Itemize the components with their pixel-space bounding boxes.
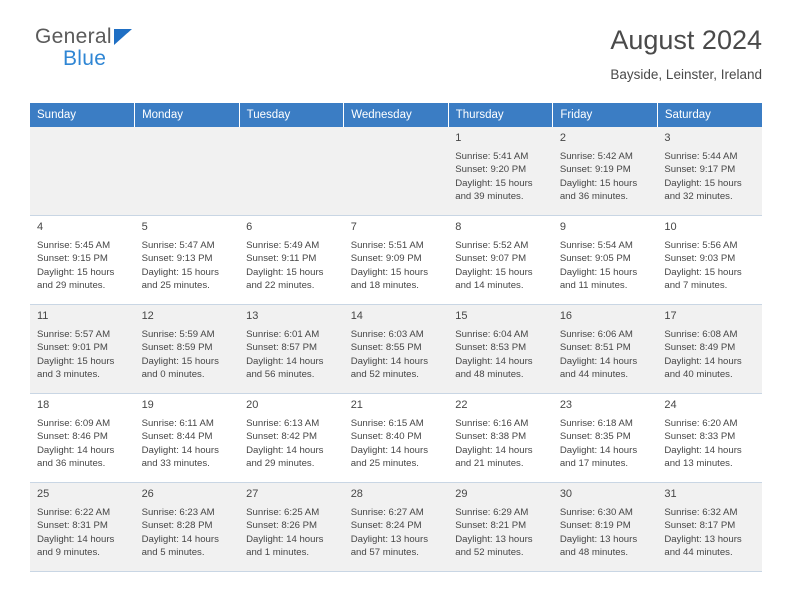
calendar-week-row <box>30 394 762 483</box>
day-number: 9 <box>559 221 566 233</box>
day-sun-info <box>664 239 757 293</box>
calendar-day-cell[interactable] <box>448 216 553 305</box>
day-info-line: Daylight: 15 hours <box>141 355 219 367</box>
day-number: 28 <box>350 488 363 500</box>
day-info-line: and 36 minutes. <box>559 191 629 203</box>
logo-text-general: General <box>35 25 112 48</box>
title-block <box>610 26 762 82</box>
day-number: 26 <box>141 488 154 500</box>
day-info-line: Daylight: 14 hours <box>664 355 742 367</box>
calendar-day-cell[interactable] <box>657 394 762 483</box>
day-info-line: Sunrise: 6:09 AM <box>37 417 111 429</box>
calendar-day-cell[interactable] <box>239 216 344 305</box>
day-info-line: Sunrise: 6:04 AM <box>455 328 529 340</box>
day-number: 25 <box>37 488 50 500</box>
day-number: 18 <box>37 399 50 411</box>
day-info-line: and 5 minutes. <box>141 547 205 559</box>
day-number: 27 <box>246 488 259 500</box>
calendar-day-cell[interactable] <box>553 216 658 305</box>
day-info-line: Daylight: 15 hours <box>559 266 638 278</box>
day-number: 3 <box>664 132 671 144</box>
day-info-line: and 11 minutes. <box>559 280 628 292</box>
day-info-line: and 18 minutes. <box>350 280 419 292</box>
day-info-line: and 52 minutes. <box>455 547 524 559</box>
day-info-line: Sunrise: 5:56 AM <box>664 239 738 251</box>
day-info-line: and 13 minutes. <box>664 458 733 470</box>
day-sun-info <box>351 506 444 560</box>
calendar-day-cell[interactable] <box>135 305 240 394</box>
day-number: 16 <box>559 310 573 322</box>
day-number: 10 <box>664 221 677 233</box>
day-info-line: Sunset: 8:31 PM <box>37 520 108 532</box>
day-number: 8 <box>455 221 462 233</box>
day-info-line: Sunset: 9:19 PM <box>559 164 631 176</box>
day-number: 19 <box>141 399 154 411</box>
day-info-line: Sunrise: 6:18 AM <box>559 417 633 429</box>
day-info-line: Daylight: 15 hours <box>246 266 324 278</box>
day-number: 13 <box>246 310 259 322</box>
day-info-line: and 44 minutes. <box>559 369 629 381</box>
page-subtitle: Bayside, Leinster, Ireland <box>610 66 762 82</box>
day-sun-info <box>142 506 235 560</box>
day-info-line: Sunrise: 5:57 AM <box>37 328 111 340</box>
day-info-line: Sunrise: 5:45 AM <box>37 239 111 251</box>
calendar-day-cell[interactable] <box>553 394 658 483</box>
day-number: 30 <box>559 488 573 500</box>
day-info-line: Sunrise: 5:54 AM <box>559 239 633 251</box>
day-number: 14 <box>350 310 363 322</box>
day-sun-info <box>664 417 757 471</box>
calendar-day-cell[interactable] <box>657 305 762 394</box>
calendar-week-row <box>30 305 762 394</box>
day-info-line: and 52 minutes. <box>350 369 419 381</box>
page-header <box>30 0 762 90</box>
calendar-day-cell[interactable] <box>657 483 762 572</box>
day-info-line: Daylight: 14 hours <box>350 355 429 367</box>
day-sun-info <box>246 506 339 560</box>
calendar-day-cell[interactable] <box>448 483 553 572</box>
day-info-line: Sunrise: 5:49 AM <box>246 239 320 251</box>
day-info-line: Sunrise: 5:44 AM <box>664 150 738 162</box>
day-info-line: Daylight: 14 hours <box>141 444 219 456</box>
day-info-line: Sunset: 8:24 PM <box>350 520 422 532</box>
day-info-line: and 36 minutes. <box>37 458 106 470</box>
calendar-day-cell[interactable] <box>553 305 658 394</box>
day-info-line: and 9 minutes. <box>37 547 100 559</box>
day-info-line: and 33 minutes. <box>141 458 210 470</box>
day-number: 21 <box>350 399 363 411</box>
day-info-line: and 21 minutes. <box>455 458 524 470</box>
day-info-line: and 48 minutes. <box>559 547 629 559</box>
day-sun-info <box>37 506 130 560</box>
weekday-header-thursday: Thursday <box>448 103 553 127</box>
calendar-day-cell[interactable] <box>135 394 240 483</box>
day-info-line: Sunset: 9:09 PM <box>350 253 422 265</box>
day-info-line: Daylight: 14 hours <box>246 533 324 545</box>
day-sun-info <box>142 328 235 382</box>
day-info-line: and 0 minutes. <box>141 369 205 381</box>
day-info-line: and 14 minutes. <box>455 280 524 292</box>
calendar-day-cell[interactable] <box>30 216 135 305</box>
day-info-line: Daylight: 15 hours <box>350 266 429 278</box>
weekday-header-row <box>30 103 762 127</box>
day-info-line: Sunrise: 5:51 AM <box>350 239 424 251</box>
day-info-line: Sunset: 8:44 PM <box>141 431 213 443</box>
calendar-body <box>30 127 762 572</box>
day-number: 6 <box>246 221 253 233</box>
day-sun-info <box>351 417 444 471</box>
day-info-line: Daylight: 14 hours <box>455 355 533 367</box>
day-sun-info <box>664 506 757 560</box>
day-info-line: Sunrise: 6:08 AM <box>664 328 738 340</box>
calendar-day-cell[interactable] <box>448 127 553 216</box>
day-info-line: Sunrise: 5:52 AM <box>455 239 529 251</box>
day-info-line: Sunrise: 6:15 AM <box>350 417 424 429</box>
day-info-line: and 22 minutes. <box>246 280 315 292</box>
day-info-line: Daylight: 15 hours <box>455 266 533 278</box>
day-number: 20 <box>246 399 259 411</box>
day-info-line: Sunset: 9:17 PM <box>664 164 736 176</box>
day-info-line: Sunrise: 6:22 AM <box>37 506 111 518</box>
day-info-line: Sunset: 9:15 PM <box>37 253 108 265</box>
day-info-line: Sunrise: 6:01 AM <box>246 328 320 340</box>
calendar-day-cell[interactable] <box>448 305 553 394</box>
day-info-line: Daylight: 15 hours <box>141 266 219 278</box>
day-info-line: Sunset: 9:07 PM <box>455 253 527 265</box>
day-sun-info <box>351 328 444 382</box>
day-info-line: Sunrise: 6:25 AM <box>246 506 320 518</box>
day-info-line: Daylight: 14 hours <box>350 444 429 456</box>
day-info-line: and 32 minutes. <box>664 191 733 203</box>
day-info-line: and 57 minutes. <box>350 547 419 559</box>
calendar-week-row <box>30 483 762 572</box>
day-number: 29 <box>455 488 468 500</box>
day-info-line: Daylight: 15 hours <box>37 266 115 278</box>
calendar-day-cell[interactable] <box>657 127 762 216</box>
calendar-day-cell[interactable] <box>30 305 135 394</box>
day-info-line: Daylight: 13 hours <box>455 533 533 545</box>
day-info-line: Sunrise: 6:06 AM <box>559 328 633 340</box>
day-sun-info <box>664 328 757 382</box>
day-info-line: and 44 minutes. <box>664 547 733 559</box>
day-number: 31 <box>664 488 677 500</box>
day-sun-info <box>455 239 548 293</box>
day-info-line: Sunrise: 5:42 AM <box>559 150 633 162</box>
day-info-line: Sunrise: 6:30 AM <box>559 506 633 518</box>
calendar-day-cell[interactable] <box>30 483 135 572</box>
day-info-line: Daylight: 13 hours <box>350 533 429 545</box>
day-info-line: and 29 minutes. <box>37 280 106 292</box>
day-info-line: Daylight: 15 hours <box>664 177 742 189</box>
calendar-day-cell[interactable] <box>239 394 344 483</box>
day-number: 17 <box>664 310 677 322</box>
calendar-day-cell[interactable] <box>239 483 344 572</box>
day-info-line: and 25 minutes. <box>350 458 419 470</box>
day-info-line: Sunset: 8:53 PM <box>455 342 527 354</box>
day-info-line: Daylight: 15 hours <box>664 266 742 278</box>
calendar-day-cell[interactable] <box>239 305 344 394</box>
calendar-day-cell[interactable] <box>30 394 135 483</box>
calendar-table <box>30 103 762 572</box>
calendar-week-row <box>30 127 762 216</box>
day-sun-info <box>37 417 130 471</box>
day-info-line: and 7 minutes. <box>664 280 728 292</box>
weekday-header-saturday: Saturday <box>657 103 762 127</box>
day-number: 24 <box>664 399 677 411</box>
calendar-empty-cell <box>239 127 344 216</box>
day-sun-info <box>37 328 130 382</box>
day-sun-info <box>455 506 548 560</box>
day-info-line: Sunrise: 6:27 AM <box>350 506 424 518</box>
day-info-line: and 29 minutes. <box>246 458 315 470</box>
general-blue-logo[interactable] <box>30 26 132 69</box>
day-info-line: Sunset: 8:59 PM <box>141 342 213 354</box>
day-number: 2 <box>559 132 566 144</box>
calendar-day-cell[interactable] <box>135 216 240 305</box>
day-info-line: Sunset: 9:20 PM <box>455 164 527 176</box>
day-number: 1 <box>455 132 462 144</box>
day-number: 7 <box>350 221 357 233</box>
day-info-line: and 1 minutes. <box>246 547 310 559</box>
day-info-line: Daylight: 13 hours <box>664 533 742 545</box>
day-info-line: Daylight: 13 hours <box>559 533 638 545</box>
day-sun-info <box>246 328 339 382</box>
day-info-line: and 40 minutes. <box>664 369 733 381</box>
day-info-line: Sunset: 9:05 PM <box>559 253 631 265</box>
day-info-line: Sunset: 8:38 PM <box>455 431 527 443</box>
day-info-line: Sunrise: 6:11 AM <box>141 417 214 429</box>
calendar-day-cell[interactable] <box>553 127 658 216</box>
calendar-empty-cell <box>344 127 449 216</box>
calendar-day-cell[interactable] <box>448 394 553 483</box>
day-number: 4 <box>37 221 44 233</box>
day-info-line: Sunset: 8:33 PM <box>664 431 736 443</box>
day-info-line: and 25 minutes. <box>141 280 210 292</box>
day-info-line: Sunset: 8:57 PM <box>246 342 318 354</box>
calendar-week-row <box>30 216 762 305</box>
day-sun-info <box>455 328 548 382</box>
flag-icon <box>114 29 132 45</box>
weekday-header-wednesday: Wednesday <box>344 103 449 127</box>
day-sun-info <box>560 417 653 471</box>
day-info-line: Sunset: 8:46 PM <box>37 431 108 443</box>
day-info-line: Sunrise: 6:03 AM <box>350 328 424 340</box>
day-info-line: Daylight: 14 hours <box>664 444 742 456</box>
day-info-line: Sunset: 8:51 PM <box>559 342 631 354</box>
day-info-line: Sunrise: 6:13 AM <box>246 417 320 429</box>
day-info-line: Sunset: 8:42 PM <box>246 431 318 443</box>
day-info-line: Daylight: 14 hours <box>141 533 219 545</box>
day-info-line: Daylight: 14 hours <box>559 355 638 367</box>
day-info-line: Daylight: 14 hours <box>246 355 324 367</box>
weekday-header-monday: Monday <box>135 103 240 127</box>
day-number: 12 <box>141 310 154 322</box>
calendar-day-cell[interactable] <box>344 394 449 483</box>
day-sun-info <box>560 328 653 382</box>
day-info-line: Sunset: 8:35 PM <box>559 431 631 443</box>
day-info-line: Sunset: 8:55 PM <box>350 342 422 354</box>
day-info-line: Sunrise: 6:32 AM <box>664 506 738 518</box>
day-info-line: Daylight: 14 hours <box>37 533 115 545</box>
day-info-line: Sunset: 8:21 PM <box>455 520 527 532</box>
calendar-empty-cell <box>30 127 135 216</box>
day-info-line: Sunset: 8:17 PM <box>664 520 736 532</box>
calendar-day-cell[interactable] <box>657 216 762 305</box>
day-info-line: Sunrise: 6:23 AM <box>141 506 215 518</box>
day-sun-info <box>351 239 444 293</box>
day-number: 15 <box>455 310 468 322</box>
day-sun-info <box>455 150 548 204</box>
day-number: 5 <box>141 221 148 233</box>
day-sun-info <box>142 417 235 471</box>
day-info-line: and 17 minutes. <box>559 458 629 470</box>
day-sun-info <box>246 239 339 293</box>
day-info-line: Sunset: 8:49 PM <box>664 342 736 354</box>
day-info-line: Sunrise: 5:41 AM <box>455 150 529 162</box>
logo-text-blue: Blue <box>63 47 107 70</box>
day-sun-info <box>37 239 130 293</box>
weekday-header-sunday: Sunday <box>30 103 135 127</box>
day-info-line: Daylight: 14 hours <box>559 444 638 456</box>
day-info-line: Sunset: 9:11 PM <box>246 253 317 265</box>
day-info-line: Sunset: 9:01 PM <box>37 342 108 354</box>
day-info-line: and 3 minutes. <box>37 369 100 381</box>
weekday-header-tuesday: Tuesday <box>239 103 344 127</box>
day-info-line: Sunrise: 5:59 AM <box>141 328 215 340</box>
day-info-line: Sunrise: 6:16 AM <box>455 417 529 429</box>
day-info-line: and 48 minutes. <box>455 369 524 381</box>
calendar-empty-cell <box>135 127 240 216</box>
day-info-line: Sunset: 8:19 PM <box>559 520 631 532</box>
day-info-line: Sunset: 8:40 PM <box>350 431 422 443</box>
day-info-line: Sunrise: 6:20 AM <box>664 417 738 429</box>
day-sun-info <box>142 239 235 293</box>
calendar-day-cell[interactable] <box>135 483 240 572</box>
day-sun-info <box>455 417 548 471</box>
day-info-line: Sunset: 8:26 PM <box>246 520 318 532</box>
day-sun-info <box>246 417 339 471</box>
day-sun-info <box>560 506 653 560</box>
day-info-line: Daylight: 15 hours <box>455 177 533 189</box>
day-info-line: Daylight: 14 hours <box>37 444 115 456</box>
day-info-line: Sunset: 8:28 PM <box>141 520 213 532</box>
day-number: 11 <box>37 310 49 322</box>
page-title: August 2024 <box>610 25 762 55</box>
day-info-line: and 56 minutes. <box>246 369 315 381</box>
weekday-header-friday: Friday <box>553 103 658 127</box>
day-sun-info <box>560 239 653 293</box>
day-info-line: and 39 minutes. <box>455 191 524 203</box>
day-info-line: Sunrise: 6:29 AM <box>455 506 529 518</box>
day-sun-info <box>560 150 653 204</box>
day-info-line: Sunset: 9:13 PM <box>141 253 213 265</box>
calendar-day-cell[interactable] <box>344 305 449 394</box>
day-info-line: Sunrise: 5:47 AM <box>141 239 215 251</box>
calendar-day-cell[interactable] <box>344 216 449 305</box>
day-number: 22 <box>455 399 468 411</box>
day-info-line: Daylight: 15 hours <box>559 177 638 189</box>
calendar-day-cell[interactable] <box>553 483 658 572</box>
calendar-day-cell[interactable] <box>344 483 449 572</box>
day-info-line: Daylight: 15 hours <box>37 355 115 367</box>
day-info-line: Sunset: 9:03 PM <box>664 253 736 265</box>
day-info-line: Daylight: 14 hours <box>455 444 533 456</box>
day-number: 23 <box>559 399 573 411</box>
day-sun-info <box>664 150 757 204</box>
day-info-line: Daylight: 14 hours <box>246 444 324 456</box>
